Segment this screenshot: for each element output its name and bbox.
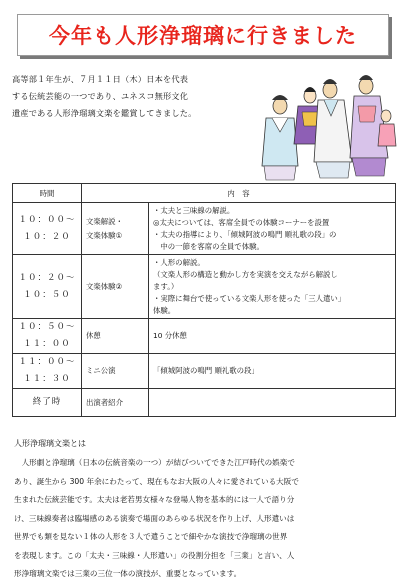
content-line: 中の一節を客席の全員で体験。 (153, 241, 264, 251)
table-row (13, 203, 396, 255)
content-cell (149, 354, 396, 389)
activity-label: 文楽体験② (86, 281, 123, 291)
time-cell (13, 203, 82, 255)
activity-label: 文楽体験① (86, 230, 123, 240)
content-line: ・人形の解説。 (153, 257, 205, 267)
section-title: 人形浄瑠璃文楽とは (14, 439, 86, 448)
content-line: 「傾城阿波の鳴門 順礼歌の段」 (153, 366, 259, 375)
title-banner (17, 14, 389, 56)
body-line: を表現します。この「太夫・三味線・人形遣い」の役割分担を「三業」と言い、人 (14, 550, 295, 560)
content-cell (149, 389, 396, 417)
body-line: 形浄瑠璃文楽では三業の三位一体の演技が、重要となっています。 (14, 569, 242, 578)
time-end: １０：５０ (23, 289, 71, 300)
content-line: 10 分休憩 (153, 331, 187, 340)
content-line: ◎太夫については、客席全員での体験コーナーを設置 (153, 217, 330, 227)
activity-label: 出演者紹介 (86, 397, 123, 407)
time-start: １０：５０～ (18, 322, 76, 332)
header-content: 内 容 (82, 184, 396, 203)
body-line: 生まれた伝統芸能です。太夫は老若男女様々な登場人物を基本的には一人で語り分 (14, 495, 295, 504)
content-line: ・太夫の指導により、「傾城阿波の鳴門 順礼歌の段」の (153, 229, 337, 239)
schedule-table (12, 183, 396, 417)
content-cell (149, 319, 396, 354)
content-line: ます。） (153, 281, 179, 291)
time-end: １０：２０ (23, 231, 71, 242)
intro-line: する伝統芸能の一つであり、ユネスコ無形文化 (12, 91, 189, 101)
activity-label: ミニ公演 (86, 366, 116, 375)
intro-line: 高等部１年生が、７月１１日（木）日本を代表 (12, 74, 189, 84)
header-time: 時間 (13, 184, 82, 203)
activity-cell (82, 389, 149, 417)
time-start: 終了時 (32, 397, 62, 407)
activity-cell (82, 203, 149, 255)
bunraku-puppeteers-illustration (258, 66, 398, 186)
time-start: １０：２０～ (18, 272, 76, 283)
activity-cell (82, 319, 149, 354)
table-header-row (13, 184, 396, 203)
content-line: ・実際に舞台で使っている文楽人形を使った「三人遣い」 (153, 293, 346, 303)
content-cell (149, 255, 396, 319)
body-line: 世界でも類を見ない１体の人形を３人で遣うことで細やかな演技で浄瑠璃の世界 (14, 532, 288, 541)
time-cell (13, 319, 82, 354)
table-row (13, 255, 396, 319)
content-line: 体験。 (153, 305, 176, 315)
content-cell (149, 203, 396, 255)
activity-cell (82, 354, 149, 389)
description-paragraph (14, 454, 394, 584)
body-line: 人形劇と浄瑠璃（日本の伝統音楽の一つ）が結びついてできた江戸時代の娯楽で (14, 458, 295, 467)
table-row (13, 319, 396, 354)
activity-label: 休憩 (86, 331, 101, 340)
time-cell (13, 389, 82, 417)
page-title: 今年も人形浄瑠璃に行きました (49, 24, 357, 48)
time-cell (13, 255, 82, 319)
activity-label: 文楽解説・ (86, 216, 123, 226)
body-line: け、三味線奏者は臨場感のある演奏で場面のあらゆる状況を作り上げ、人形遣いは (14, 513, 295, 523)
time-end: １１：００ (23, 339, 71, 349)
content-line: ・太夫と三味線の解説。 (153, 205, 235, 215)
time-start: １０：００～ (18, 214, 76, 225)
table-row (13, 354, 396, 389)
time-start: １１：００～ (18, 357, 76, 367)
content-line: （文楽人形の構造と動かし方を実演を交えながら解説し (153, 269, 338, 279)
activity-cell (82, 255, 149, 319)
table-row (13, 389, 396, 417)
body-line: あり、誕生から 300 年余にわたって、現在もなお大阪の人々に愛されている大阪で (14, 476, 299, 486)
time-end: １１：３０ (23, 374, 71, 384)
intro-paragraph (12, 71, 252, 122)
intro-line: 遺産である人形浄瑠璃文楽を鑑賞してきました。 (12, 108, 197, 118)
time-cell (13, 354, 82, 389)
